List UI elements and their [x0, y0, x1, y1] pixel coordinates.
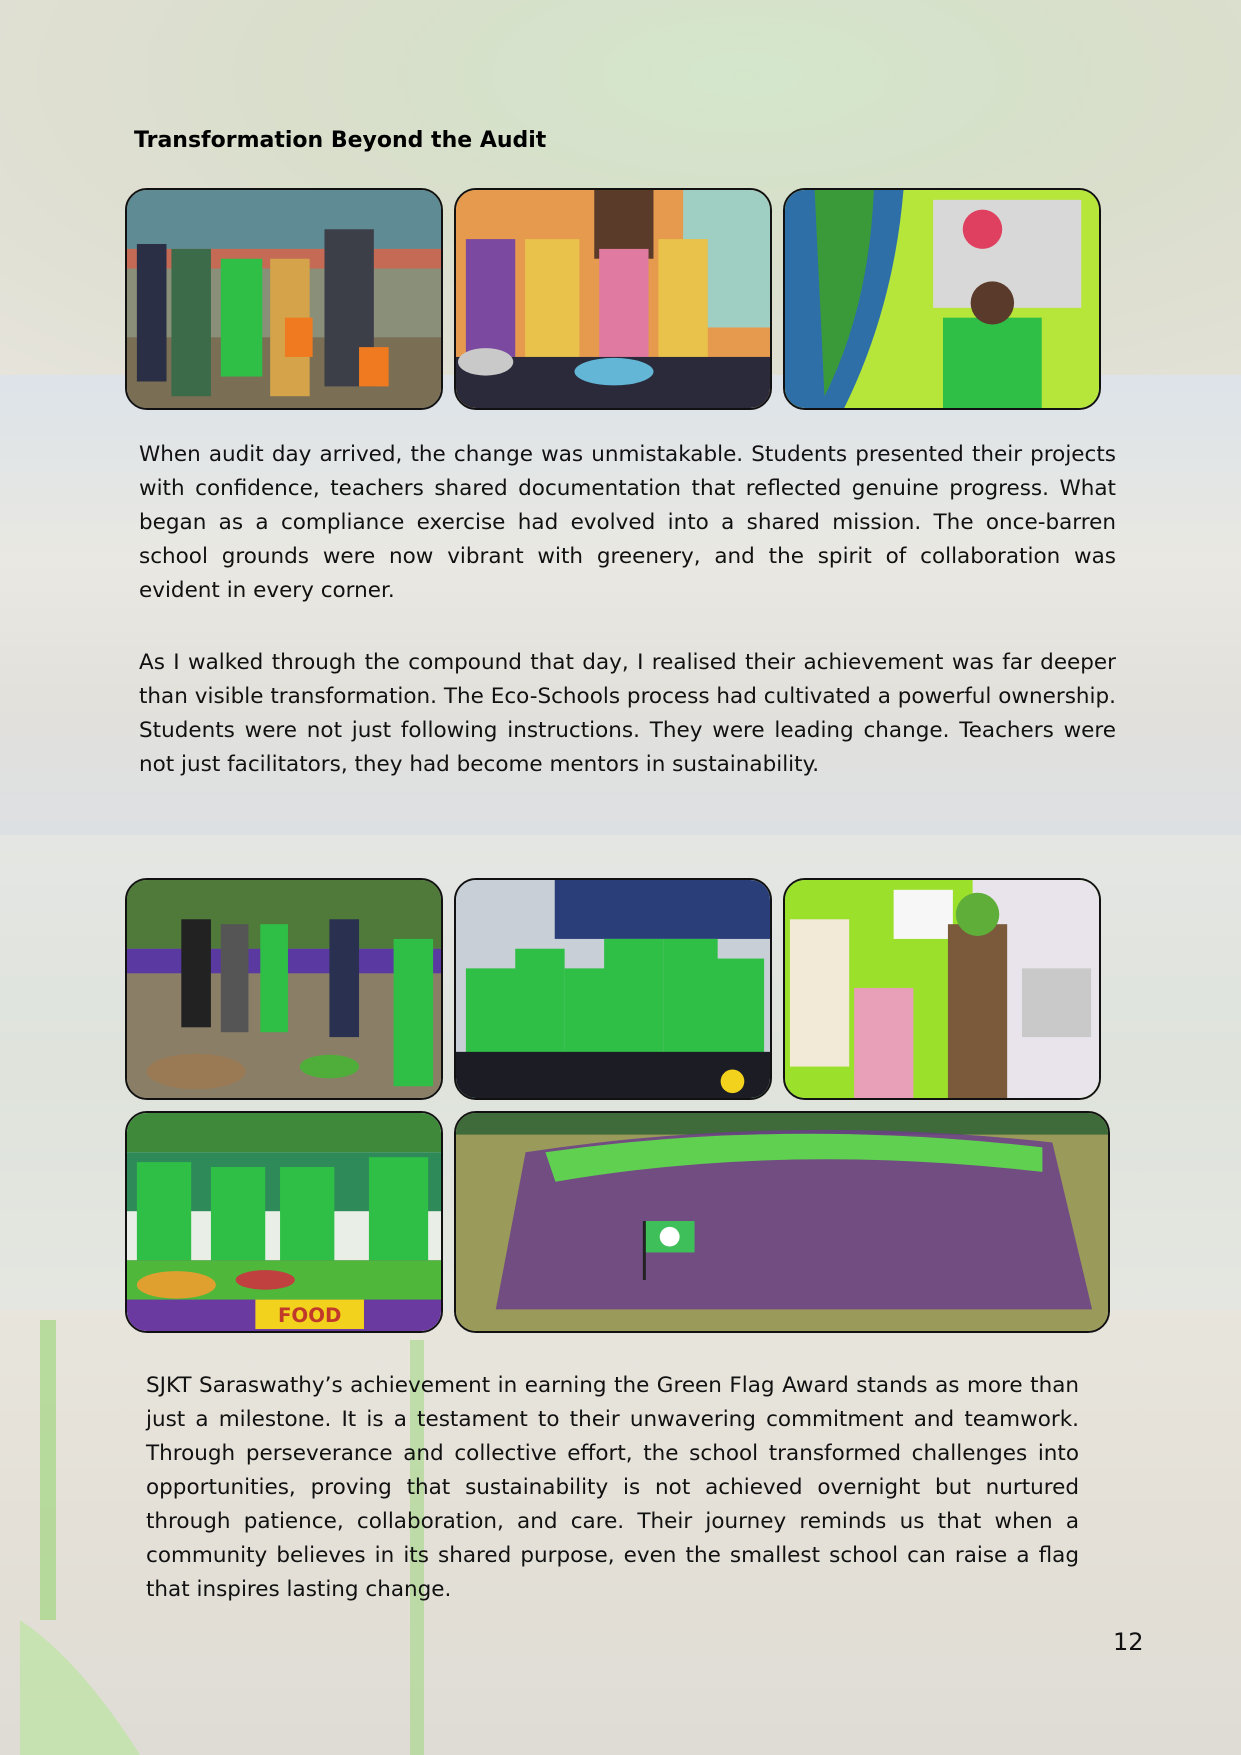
photo-green-flag-assembly — [454, 1111, 1110, 1333]
photo-girl-speaking-eco-display — [783, 188, 1101, 410]
paragraph-green-flag-award: SJKT Saraswathy’s achievement in earning the Green Flag Award stands as more than just a milestone. It is a testament to their unwavering commitment and teamwork. Through perseverance and collective effort, the school transformed challenges into opportunities, proving that sustainability is not achieved overnight but nurtured through patience, collaboration, and care. Their journey reminds us that when a community believes in its shared purpose, even the smallest school can raise a flag that inspires lasting change. — [146, 1373, 1079, 1602]
photo-tree-costume — [783, 878, 1101, 1100]
food-sign-text: FOOD — [277, 1304, 342, 1328]
page-number: 12 — [1113, 1628, 1144, 1656]
paragraph-audit-day: When audit day arrived, the change was unmistakable. Students presented their projects with confidence, teachers shared documentation that reflected genuine progress. What began as a compliance exercise had evolved into a shared mission. The once-barren school grounds were now vibrant with greenery, and the spirit of collaboration was evident in every corner. — [139, 442, 1116, 603]
photo-student-presentation — [454, 878, 772, 1100]
photo-garden-inspection — [125, 878, 443, 1100]
photo-food-display — [125, 1111, 443, 1333]
photo-students-cooking — [454, 188, 772, 410]
paragraph-ownership: As I walked through the compound that day, I realised their achievement was far deeper than visible transformation. The Eco-Schools process had cultivated a powerful ownership. Students were not just following instructions. They were leading change. Teachers were not just facilitators, they had become mentors in sustainability. — [139, 650, 1116, 777]
photo-audit-visitors — [125, 188, 443, 410]
section-heading: Transformation Beyond the Audit — [134, 128, 547, 153]
